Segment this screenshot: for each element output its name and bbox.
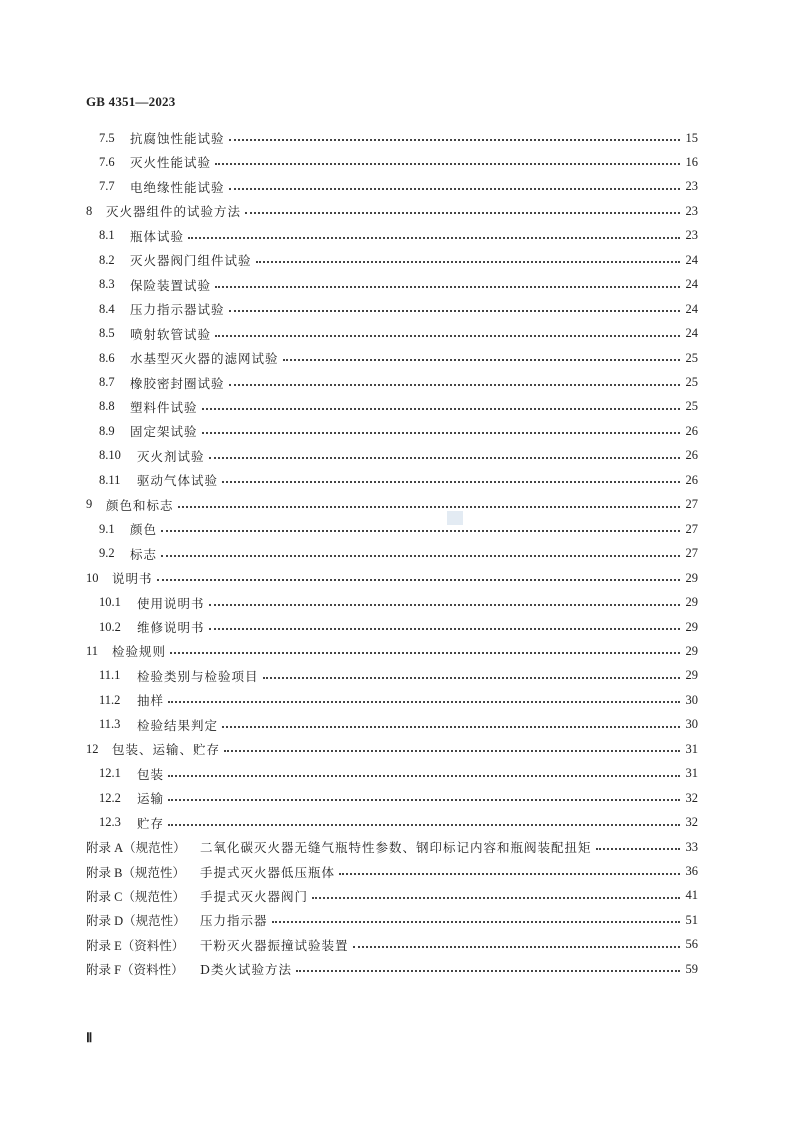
toc-entry[interactable] xyxy=(86,909,698,931)
toc-entry-page: 23 xyxy=(685,179,698,194)
toc-entry-number: 8.10 xyxy=(99,448,121,463)
dot-leader xyxy=(353,946,680,948)
toc-entry[interactable] xyxy=(86,225,698,247)
toc-entry-page: 33 xyxy=(685,839,698,854)
toc-entry[interactable] xyxy=(86,445,698,467)
dot-leader xyxy=(296,970,680,972)
toc-entry-number: 9 xyxy=(86,497,93,512)
toc-entry-page: 29 xyxy=(685,595,698,610)
toc-entry[interactable] xyxy=(86,689,698,711)
toc-entry-page: 23 xyxy=(685,203,698,218)
toc-entry-page: 32 xyxy=(685,790,698,805)
toc-entry[interactable] xyxy=(86,763,698,785)
toc-entry-title: 颜色 xyxy=(130,522,158,538)
dot-leader xyxy=(170,652,680,654)
toc-entry-title: 固定架试验 xyxy=(130,424,198,440)
toc-entry-title: 灭火器阀门组件试验 xyxy=(130,253,252,269)
toc-entry[interactable] xyxy=(86,592,698,614)
toc-entry-page: 24 xyxy=(685,277,698,292)
toc-entry-title: 压力指示器试验 xyxy=(130,302,225,318)
toc-entry-title: 检验结果判定 xyxy=(137,717,219,733)
toc-entry[interactable] xyxy=(86,836,698,858)
toc-entry-number: 7.6 xyxy=(99,154,115,169)
toc-entry-page: 41 xyxy=(685,888,698,903)
toc-entry-number: 附录 D（规范性） xyxy=(86,914,186,929)
toc-entry-title: 灭火剂试验 xyxy=(137,448,205,464)
toc-entry-page: 16 xyxy=(685,154,698,169)
toc-entry-number: 7.7 xyxy=(99,179,115,194)
toc-entry-page: 51 xyxy=(685,912,698,927)
dot-leader xyxy=(215,335,680,337)
toc-entry-page: 26 xyxy=(685,448,698,463)
toc-entry[interactable] xyxy=(86,665,698,687)
toc-entry[interactable] xyxy=(86,298,698,320)
toc-entry-title: 手提式灭火器阀门 xyxy=(200,888,309,904)
toc-entry-number: 8.2 xyxy=(99,252,115,267)
toc-entry-page: 29 xyxy=(685,570,698,585)
toc-entry-number: 10.2 xyxy=(99,619,121,634)
toc-entry[interactable] xyxy=(86,640,698,662)
toc-entry-title: 喷射软管试验 xyxy=(130,326,212,342)
dot-leader xyxy=(202,408,680,410)
toc-entry-page: 36 xyxy=(685,864,698,878)
toc-entry-title: 贮存 xyxy=(137,815,165,831)
toc-entry-page: 26 xyxy=(685,423,698,438)
toc-entry-number: 附录 B（规范性） xyxy=(86,865,185,880)
toc-entry-title: 灭火器组件的试验方法 xyxy=(106,204,242,220)
toc-entry[interactable] xyxy=(86,274,698,296)
dot-leader xyxy=(222,481,680,483)
toc-entry-title: 瓶体试验 xyxy=(130,228,185,244)
toc-entry-title: 颜色和标志 xyxy=(106,497,174,513)
toc-entry[interactable] xyxy=(86,469,698,491)
toc-entry-number: 8.6 xyxy=(99,350,115,365)
toc-entry-number: 10 xyxy=(86,570,99,585)
toc-entry-number: 11.2 xyxy=(99,692,121,707)
dot-leader xyxy=(178,506,680,508)
toc-entry-title: 抽样 xyxy=(137,693,165,709)
toc-entry[interactable] xyxy=(86,176,698,198)
toc-entry[interactable] xyxy=(86,518,698,540)
dot-leader xyxy=(209,457,680,459)
dot-leader xyxy=(229,139,680,141)
toc-entry-page: 24 xyxy=(685,252,698,267)
toc-entry[interactable] xyxy=(86,738,698,760)
toc-entry[interactable] xyxy=(86,861,698,883)
toc-entry-page: 25 xyxy=(685,350,698,365)
dot-leader xyxy=(339,873,680,875)
toc-entry-number: 8.7 xyxy=(99,375,115,389)
toc-entry-title: 水基型灭火器的滤网试验 xyxy=(130,351,279,367)
dot-leader xyxy=(168,799,680,801)
dot-leader xyxy=(161,530,680,532)
toc-entry-title: 抗腐蚀性能试验 xyxy=(130,131,225,146)
dot-leader xyxy=(215,286,680,288)
page-number-footer: Ⅱ xyxy=(86,1030,93,1045)
dot-leader xyxy=(215,163,680,165)
toc-entry-number: 8 xyxy=(86,203,93,218)
toc-entry-number: 11 xyxy=(86,643,99,658)
toc-entry-title: 检验规则 xyxy=(112,644,167,660)
dot-leader xyxy=(168,701,680,703)
toc-entry-title: D类火试验方法 xyxy=(200,962,293,978)
toc-entry[interactable] xyxy=(86,420,698,442)
toc-entry-title: 手提式灭火器低压瓶体 xyxy=(200,864,336,880)
dot-leader xyxy=(245,212,680,214)
toc-entry[interactable] xyxy=(86,567,698,589)
document-id-header: GB 4351—2023 xyxy=(86,94,176,109)
toc-entry-page: 15 xyxy=(685,130,698,145)
toc-entry-page: 29 xyxy=(685,619,698,634)
toc-entry-page: 26 xyxy=(685,472,698,487)
toc-entry-number: 附录 F（资料性） xyxy=(86,963,184,978)
toc-entry-page: 31 xyxy=(685,741,698,756)
toc-entry-title: 说明书 xyxy=(112,571,153,587)
toc-entry-page: 29 xyxy=(685,668,698,683)
toc-entry-title: 维修说明书 xyxy=(137,620,205,635)
toc-entry-page: 23 xyxy=(685,228,698,243)
toc-entry-number: 8.8 xyxy=(99,399,115,414)
toc-entry[interactable] xyxy=(86,714,698,736)
toc-entry-number: 8.1 xyxy=(99,228,115,243)
dot-leader xyxy=(312,897,680,899)
toc-entry-number: 8.11 xyxy=(99,472,121,487)
toc-entry-title: 干粉灭火器振撞试验装置 xyxy=(200,937,349,953)
toc-entry-page: 56 xyxy=(685,937,698,952)
toc-entry-page: 31 xyxy=(685,766,698,781)
toc-entry[interactable] xyxy=(86,787,698,809)
toc-entry-title: 包装 xyxy=(137,766,165,782)
toc-entry-title: 塑料件试验 xyxy=(130,399,198,415)
toc-entry-page: 24 xyxy=(685,301,698,316)
toc-entry-page: 30 xyxy=(685,692,698,707)
dot-leader xyxy=(224,750,680,752)
toc-entry-number: 12.2 xyxy=(99,790,121,805)
toc-entry-number: 11.1 xyxy=(99,668,121,683)
toc-entry-page: 59 xyxy=(685,961,698,976)
toc-entry[interactable] xyxy=(86,543,698,565)
toc-entry[interactable] xyxy=(86,616,698,638)
toc-entry-number: 9.1 xyxy=(99,521,115,536)
toc-entry-page: 27 xyxy=(685,497,698,512)
toc-entry-number: 8.4 xyxy=(99,301,115,316)
toc-entry-number: 9.2 xyxy=(99,546,115,561)
toc-entry-number: 12.1 xyxy=(99,766,121,781)
toc-entry[interactable] xyxy=(86,885,698,907)
toc-entry-title: 运输 xyxy=(137,791,165,807)
toc-entry-number: 8.9 xyxy=(99,423,115,438)
toc-entry-title: 检验类别与检验项目 xyxy=(137,668,259,684)
toc-entry-title: 驱动气体试验 xyxy=(137,473,219,489)
toc-entry-number: 附录 C（规范性） xyxy=(86,889,185,904)
dot-leader xyxy=(161,555,680,557)
toc-entry[interactable] xyxy=(86,200,698,222)
toc-entry-title: 压力指示器 xyxy=(200,913,268,929)
toc-entry[interactable] xyxy=(86,372,698,394)
toc-entry-number: 11.3 xyxy=(99,717,121,732)
toc-entry-title: 橡胶密封圈试验 xyxy=(130,375,225,391)
toc-entry[interactable] xyxy=(86,812,698,834)
toc-entry[interactable] xyxy=(86,958,698,980)
toc-entry-page: 24 xyxy=(685,326,698,341)
dot-leader xyxy=(157,579,680,581)
toc-entry-title: 电绝缘性能试验 xyxy=(130,179,225,195)
toc-entry[interactable] xyxy=(86,396,698,418)
toc-entry-title: 灭火性能试验 xyxy=(130,155,212,171)
toc-entry[interactable] xyxy=(86,249,698,271)
toc-entry-page: 27 xyxy=(685,521,698,536)
dot-leader xyxy=(168,824,680,826)
toc-entry-title: 使用说明书 xyxy=(137,595,205,611)
dot-leader xyxy=(272,921,680,923)
toc-entry-number: 7.5 xyxy=(99,130,115,145)
dot-leader xyxy=(596,848,680,850)
dot-leader xyxy=(229,188,680,190)
toc-entry-number: 附录 A（规范性） xyxy=(86,841,186,856)
toc-entry-page: 27 xyxy=(685,546,698,561)
toc-entry-number: 12.3 xyxy=(99,815,121,830)
toc-entry-page: 30 xyxy=(685,717,698,732)
toc-entry[interactable] xyxy=(86,151,698,173)
toc-entry-number: 10.1 xyxy=(99,595,121,610)
dot-leader xyxy=(263,677,680,679)
toc-entry-number: 附录 E（资料性） xyxy=(86,938,185,953)
dot-leader xyxy=(202,432,680,434)
toc-entry[interactable] xyxy=(86,494,698,516)
toc-entry-title: 标志 xyxy=(130,546,158,562)
dot-leader xyxy=(168,775,680,777)
toc-entry[interactable] xyxy=(86,347,698,369)
toc-entry-page: 25 xyxy=(685,375,698,389)
dot-leader xyxy=(256,261,680,263)
dot-leader xyxy=(229,310,680,312)
toc-entry-number: 8.5 xyxy=(99,326,115,341)
toc-entry-title: 二氧化碳灭火器无缝气瓶特性参数、钢印标记内容和瓶阀装配扭矩 xyxy=(200,840,592,856)
dot-leader xyxy=(229,384,680,386)
dot-leader xyxy=(283,359,680,361)
dot-leader xyxy=(188,237,680,239)
toc-entry[interactable] xyxy=(86,934,698,956)
toc-entry-page: 32 xyxy=(685,815,698,830)
toc-entry-title: 保险装置试验 xyxy=(130,277,212,293)
dot-leader xyxy=(209,628,680,630)
toc-entry-page: 25 xyxy=(685,399,698,414)
toc-entry[interactable] xyxy=(86,127,698,149)
toc-entry-page: 29 xyxy=(685,643,698,658)
toc-entry-number: 8.3 xyxy=(99,277,115,292)
toc-entry-number: 12 xyxy=(86,741,99,756)
dot-leader xyxy=(222,726,680,728)
toc-entry[interactable] xyxy=(86,323,698,345)
dot-leader xyxy=(209,604,680,606)
toc-entry-title: 包装、运输、贮存 xyxy=(112,742,221,758)
